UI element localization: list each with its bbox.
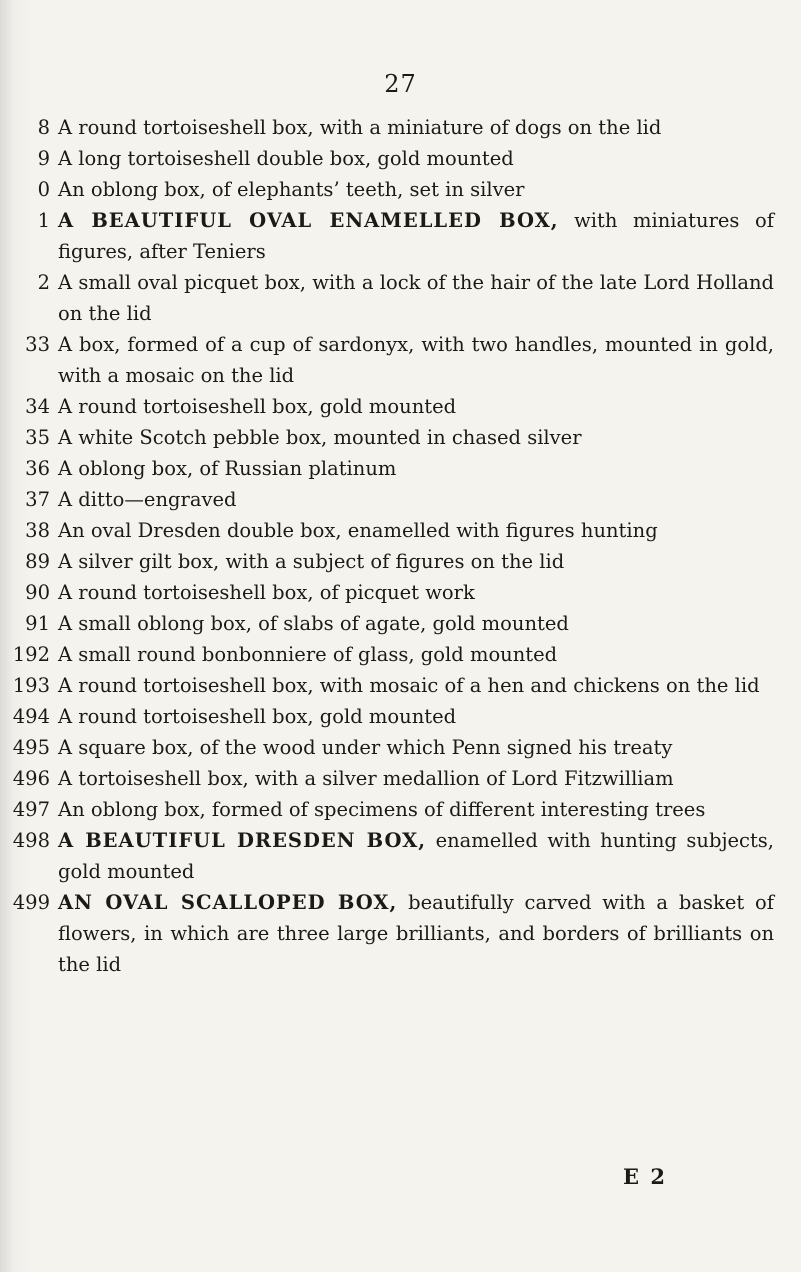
lot-description xyxy=(58,329,774,391)
lot-number: 35 xyxy=(25,426,50,449)
lot-description xyxy=(58,143,774,174)
lot-text: beautifully carved with a basket of flowers, in which are three large brilliants, and borders of brilliants on the lid xyxy=(58,891,774,976)
lot-text: A white Scotch pebble box, mounted in chased silver xyxy=(58,426,582,449)
lot-number: 36 xyxy=(25,457,50,480)
lot-description xyxy=(58,732,774,763)
lot-entry xyxy=(0,112,780,143)
lot-entry xyxy=(0,515,780,546)
lot-entry xyxy=(0,732,780,763)
lot-entry xyxy=(0,825,780,887)
lot-entry xyxy=(0,794,780,825)
lot-text: A small oblong box, of slabs of agate, gold mounted xyxy=(58,612,569,635)
lot-description xyxy=(58,608,774,639)
lot-text: A long tortoiseshell double box, gold mounted xyxy=(58,147,514,170)
lot-description xyxy=(58,825,774,887)
lot-number: 193 xyxy=(12,674,50,697)
lot-text: A box, formed of a cup of sardonyx, with two handles, mounted in gold, with a mosaic on the lid xyxy=(58,333,774,387)
lot-description xyxy=(58,484,774,515)
lot-description xyxy=(58,639,774,670)
lot-entry xyxy=(0,763,780,794)
lot-entry xyxy=(0,453,780,484)
lot-entry xyxy=(0,546,780,577)
lot-entry xyxy=(0,422,780,453)
lot-entry xyxy=(0,639,780,670)
lot-list xyxy=(0,112,780,980)
lot-entry xyxy=(0,391,780,422)
lot-description xyxy=(58,422,774,453)
lot-description xyxy=(58,763,774,794)
lot-text: A round tortoiseshell box, with a miniature of dogs on the lid xyxy=(58,116,662,139)
lot-text: An oblong box, of elephants’ teeth, set in silver xyxy=(58,178,525,201)
lot-text: A small oval picquet box, with a lock of the hair of the late Lord Holland on the lid xyxy=(58,271,774,325)
lot-description xyxy=(58,546,774,577)
lot-text: A oblong box, of Russian platinum xyxy=(58,457,397,480)
lot-entry xyxy=(0,701,780,732)
lot-description xyxy=(58,794,774,825)
lot-entry xyxy=(0,670,780,701)
lot-description xyxy=(58,453,774,484)
lot-entry xyxy=(0,329,780,391)
lot-text: A round tortoiseshell box, with mosaic of a hen and chickens on the lid xyxy=(58,674,760,697)
lot-text: A small round bonbonniere of glass, gold mounted xyxy=(58,643,558,666)
lot-text: A round tortoiseshell box, of picquet work xyxy=(58,581,475,604)
lot-number: 8 xyxy=(37,116,50,139)
lot-headline: A BEAUTIFUL DRESDEN BOX, xyxy=(58,829,427,852)
lot-number: 38 xyxy=(25,519,50,542)
lot-number: 499 xyxy=(12,891,50,914)
lot-number: 91 xyxy=(25,612,50,635)
lot-entry xyxy=(0,577,780,608)
lot-entry xyxy=(0,174,780,205)
lot-description xyxy=(58,701,774,732)
lot-entry xyxy=(0,143,780,174)
lot-number: 1 xyxy=(37,209,50,232)
lot-text: A square box, of the wood under which Penn signed his treaty xyxy=(58,736,673,759)
lot-number: 33 xyxy=(25,333,50,356)
lot-text: An oval Dresden double box, enamelled with figures hunting xyxy=(58,519,658,542)
lot-description xyxy=(58,670,774,701)
lot-description xyxy=(58,112,774,143)
lot-number: 497 xyxy=(12,798,50,821)
lot-text: A round tortoiseshell box, gold mounted xyxy=(58,395,457,418)
lot-text: A ditto—engraved xyxy=(58,488,237,511)
lot-number: 34 xyxy=(25,395,50,418)
lot-text: enamelled with hunting subjects, gold mounted xyxy=(58,829,774,883)
lot-entry xyxy=(0,205,780,267)
lot-headline: A BEAUTIFUL OVAL ENAMELLED BOX, xyxy=(58,209,559,232)
lot-text: A tortoiseshell box, with a silver medallion of Lord Fitzwilliam xyxy=(58,767,674,790)
lot-number: 494 xyxy=(12,705,50,728)
lot-number: 496 xyxy=(12,767,50,790)
lot-text: An oblong box, formed of specimens of different interesting trees xyxy=(58,798,706,821)
lot-number: 2 xyxy=(37,271,50,294)
lot-text: A round tortoiseshell box, gold mounted xyxy=(58,705,457,728)
lot-number: 89 xyxy=(25,550,50,573)
lot-entry xyxy=(0,887,780,980)
lot-entry xyxy=(0,267,780,329)
lot-number: 37 xyxy=(25,488,50,511)
lot-description xyxy=(58,515,774,546)
lot-text: with miniatures of figures, after Teniers xyxy=(58,209,774,263)
lot-number: 495 xyxy=(12,736,50,759)
lot-number: 90 xyxy=(25,581,50,604)
signature-mark: E 2 xyxy=(623,1164,667,1189)
lot-description xyxy=(58,205,774,267)
lot-description xyxy=(58,174,774,205)
lot-number: 192 xyxy=(12,643,50,666)
lot-number: 498 xyxy=(12,829,50,852)
lot-description xyxy=(58,887,774,980)
lot-entry xyxy=(0,608,780,639)
lot-number: 9 xyxy=(37,147,50,170)
lot-description xyxy=(58,391,774,422)
lot-entry xyxy=(0,484,780,515)
lot-headline: AN OVAL SCALLOPED BOX, xyxy=(58,891,398,914)
lot-description xyxy=(58,577,774,608)
page-number: 27 xyxy=(384,70,417,98)
lot-text: A silver gilt box, with a subject of figures on the lid xyxy=(58,550,565,573)
lot-description xyxy=(58,267,774,329)
lot-number: 0 xyxy=(37,178,50,201)
